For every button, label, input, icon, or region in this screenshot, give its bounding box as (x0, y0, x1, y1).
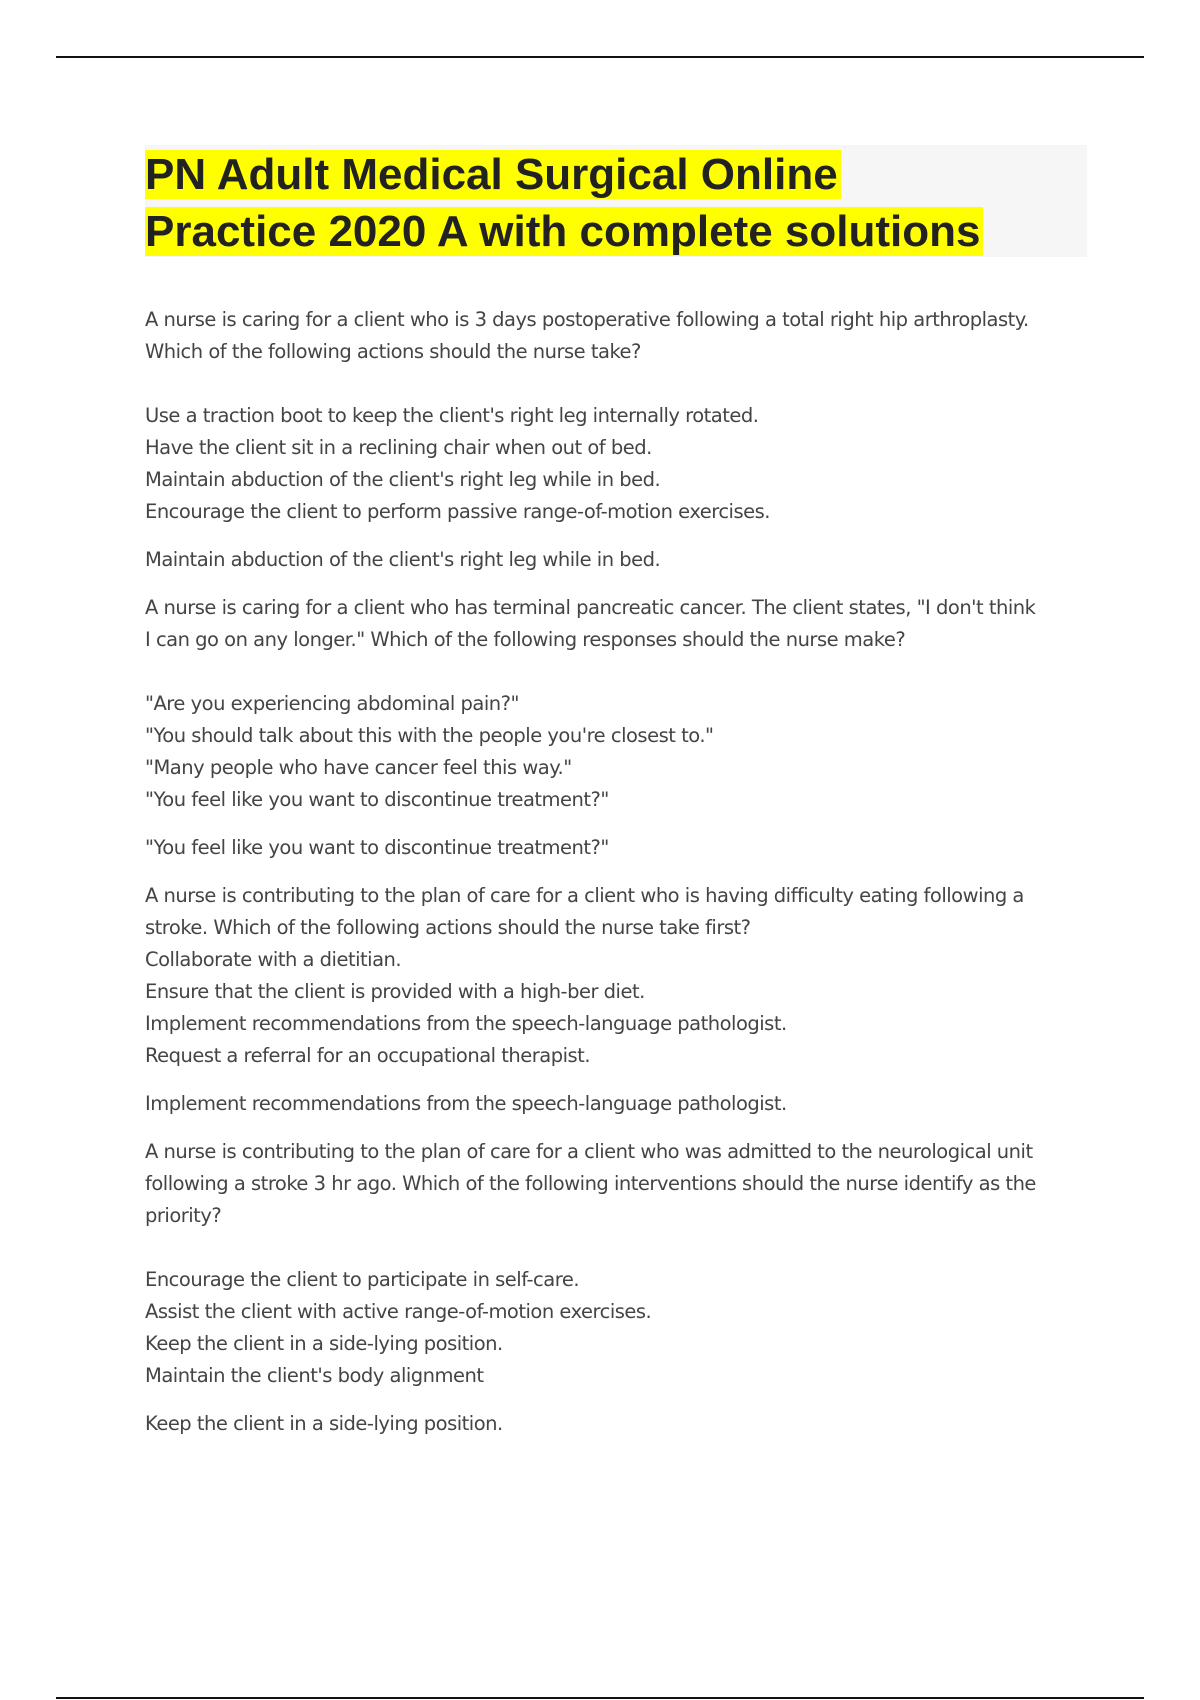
answer-option: Request a referral for an occupational therapist. (145, 1044, 591, 1067)
question-2 (145, 592, 1095, 864)
question-stem: A nurse is contributing to the plan of care for a client who is having difficulty eating following a (145, 884, 1024, 907)
answer-option: Encourage the client to perform passive range-of-motion exercises. (145, 500, 770, 523)
answer-option: Maintain the client's body alignment (145, 1364, 484, 1387)
top-rule (56, 56, 1144, 58)
answer-option: "You should talk about this with the people you're closest to." (145, 724, 714, 747)
answer-option: Implement recommendations from the speech-language pathologist. (145, 1012, 787, 1035)
question-stem: stroke. Which of the following actions should the nurse take first? (145, 916, 751, 939)
answer-option: Collaborate with a dietitian. (145, 948, 402, 971)
answer-option: Ensure that the client is provided with a high-ber diet. (145, 980, 645, 1003)
correct-answer: Implement recommendations from the speech-language pathologist. (145, 1092, 787, 1115)
answer-option: Keep the client in a side-lying position. (145, 1332, 503, 1355)
question-stem: I can go on any longer." Which of the following responses should the nurse make? (145, 628, 906, 651)
question-stem: A nurse is caring for a client who has terminal pancreatic cancer. The client states, "I don't think (145, 596, 1036, 619)
answer-option: "Many people who have cancer feel this way." (145, 756, 572, 779)
correct-answer: Keep the client in a side-lying position. (145, 1412, 503, 1435)
answer-option: "Are you experiencing abdominal pain?" (145, 692, 519, 715)
answer-option: Have the client sit in a reclining chair when out of bed. (145, 436, 652, 459)
question-stem: A nurse is caring for a client who is 3 days postoperative following a total right hip arthroplasty. (145, 308, 1029, 331)
document-body (145, 304, 1095, 1440)
bottom-rule (56, 1697, 1144, 1699)
title-line-2: Practice 2020 A with complete solutions (145, 207, 983, 256)
answer-option: "You feel like you want to discontinue treatment?" (145, 788, 609, 811)
question-stem: following a stroke 3 hr ago. Which of the following interventions should the nurse identify as the (145, 1172, 1036, 1195)
answer-option: Encourage the client to participate in self-care. (145, 1268, 580, 1291)
correct-answer: Maintain abduction of the client's right leg while in bed. (145, 548, 661, 571)
answer-option: Maintain abduction of the client's right leg while in bed. (145, 468, 661, 491)
answer-option: Use a traction boot to keep the client's right leg internally rotated. (145, 404, 759, 427)
question-1 (145, 304, 1095, 576)
question-stem: Which of the following actions should the nurse take? (145, 340, 641, 363)
answer-option: Assist the client with active range-of-motion exercises. (145, 1300, 652, 1323)
document-title (145, 146, 1087, 260)
question-4 (145, 1136, 1095, 1440)
title-line-1: PN Adult Medical Surgical Online (145, 150, 841, 199)
question-stem: A nurse is contributing to the plan of care for a client who was admitted to the neurological unit (145, 1140, 1033, 1163)
question-3 (145, 880, 1095, 1120)
correct-answer: "You feel like you want to discontinue treatment?" (145, 836, 609, 859)
question-stem: priority? (145, 1204, 222, 1227)
